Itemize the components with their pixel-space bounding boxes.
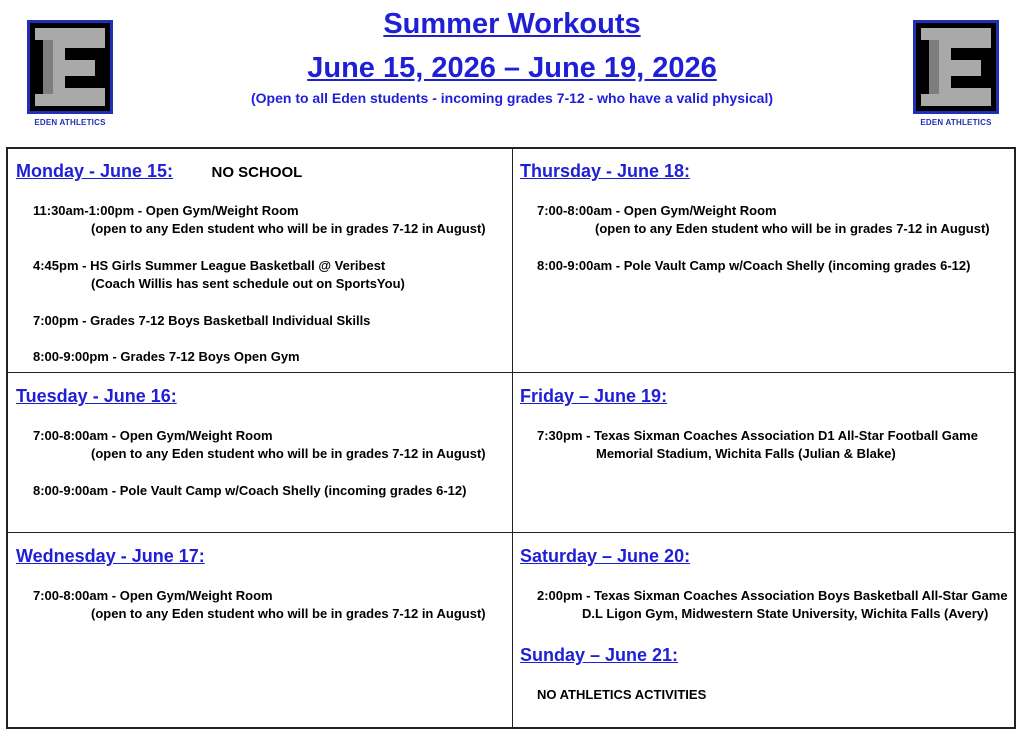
event-text: 7:00-8:00am - Open Gym/Weight Room — [33, 588, 273, 603]
event-text: 8:00-9:00am - Pole Vault Camp w/Coach Shelly (incoming grades 6-12) — [537, 258, 971, 273]
event-item — [33, 427, 486, 463]
schedule-grid — [6, 147, 1016, 729]
day-label: Wednesday - June 17: — [16, 546, 205, 566]
friday-heading — [520, 386, 667, 407]
event-item — [537, 686, 706, 704]
event-detail: D.L Ligon Gym, Midwestern State University, Wichita Falls (Avery) — [582, 606, 989, 621]
saturday-heading — [520, 546, 690, 567]
wednesday-heading — [16, 546, 205, 567]
day-label: Saturday – June 20: — [520, 546, 691, 566]
event-text: 7:00-8:00am - Open Gym/Weight Room — [537, 203, 777, 218]
event-item — [33, 587, 486, 623]
day-label: Monday - June 15: — [16, 161, 174, 181]
eligibility-note: (Open to all Eden students - incoming grades 7-12 - who have a valid physical) — [251, 90, 773, 106]
thursday-heading — [520, 161, 690, 182]
event-text: 11:30am-1:00pm - Open Gym/Weight Room — [33, 203, 299, 218]
row-divider — [8, 372, 1014, 373]
event-item — [537, 257, 970, 275]
day-label: Sunday – June 21: — [520, 645, 679, 665]
day-label: Friday – June 19: — [520, 386, 668, 406]
event-text: 7:30pm - Texas Sixman Coaches Association D1 All-Star Football Game — [537, 428, 978, 443]
event-item — [33, 257, 405, 293]
monday-heading — [16, 161, 302, 182]
page-title: Summer Workouts — [383, 8, 641, 40]
event-detail: (open to any Eden student who will be in grades 7-12 in August) — [595, 221, 990, 236]
event-detail: (Coach Willis has sent schedule out on SportsYou) — [91, 276, 405, 291]
no-school-note: NO SCHOOL — [211, 164, 303, 181]
day-label: Tuesday - June 16: — [16, 386, 177, 406]
event-text: 7:00-8:00am - Open Gym/Weight Room — [33, 428, 273, 443]
event-text: 4:45pm - HS Girls Summer League Basketball @ Veribest — [33, 258, 386, 273]
event-text: 8:00-9:00am - Pole Vault Camp w/Coach Shelly (incoming grades 6-12) — [33, 483, 467, 498]
event-item — [33, 202, 486, 238]
event-item — [33, 312, 370, 330]
event-item — [33, 348, 300, 366]
sunday-heading — [520, 645, 678, 666]
date-range: June 15, 2026 – June 19, 2026 — [307, 52, 717, 84]
event-text: NO ATHLETICS ACTIVITIES — [537, 687, 707, 702]
event-detail: (open to any Eden student who will be in grades 7-12 in August) — [91, 221, 486, 236]
event-text: 7:00pm - Grades 7-12 Boys Basketball Individual Skills — [33, 313, 371, 328]
row-divider — [8, 532, 1014, 533]
day-label: Thursday - June 18: — [520, 161, 691, 181]
event-item — [537, 427, 978, 463]
event-detail: Memorial Stadium, Wichita Falls (Julian & Blake) — [596, 446, 896, 461]
event-text: 2:00pm - Texas Sixman Coaches Association Boys Basketball All-Star Game — [537, 588, 1008, 603]
logo-caption: EDEN ATHLETICS — [34, 118, 106, 127]
tuesday-heading — [16, 386, 177, 407]
event-item — [537, 202, 990, 238]
event-item — [33, 482, 466, 500]
event-text: 8:00-9:00pm - Grades 7-12 Boys Open Gym — [33, 349, 300, 364]
logo-caption: EDEN ATHLETICS — [920, 118, 992, 127]
column-divider — [512, 149, 513, 727]
event-item — [537, 587, 1008, 623]
event-detail: (open to any Eden student who will be in grades 7-12 in August) — [91, 606, 486, 621]
event-detail: (open to any Eden student who will be in grades 7-12 in August) — [91, 446, 486, 461]
